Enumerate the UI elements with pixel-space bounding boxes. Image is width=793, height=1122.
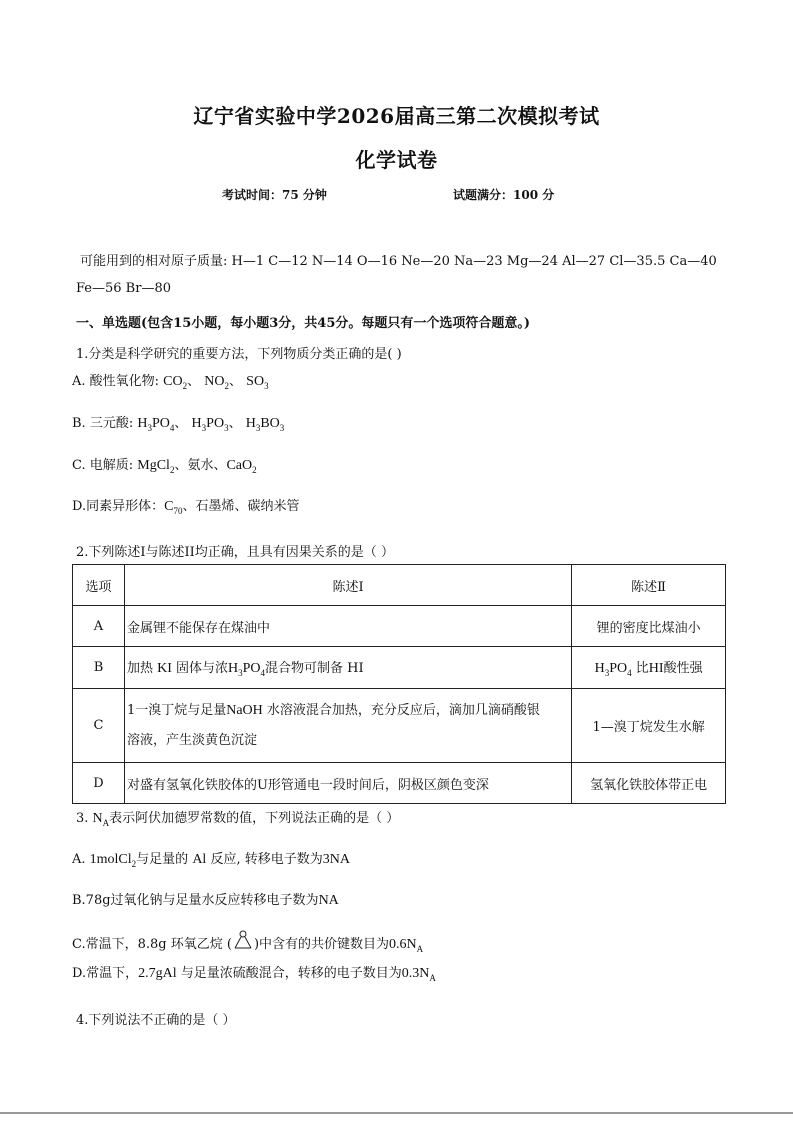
q2-row-statement2: $H_3PO_4$ 比HI酸性强 bbox=[572, 647, 726, 689]
q2-row-option: C bbox=[73, 689, 125, 763]
exam-title: 辽宁省实验中学2026届高三第二次模拟考试 bbox=[193, 104, 600, 128]
q3-stem: 3. $N_A$表示阿伏加德罗常数的值，下列说法正确的是（ ） bbox=[76, 811, 400, 828]
q2-row-statement2: 1—溴丁烷发生水解 bbox=[572, 689, 726, 763]
page-bottom-divider bbox=[0, 1112, 793, 1114]
q2-row-option: A bbox=[73, 606, 125, 647]
atomic-masses-line1: 可能用到的相对原子质量: H—1 C—12 N—14 O—16 Ne—20 Na—23 Mg—24 Al—27 Cl—35.5 Ca—40 bbox=[80, 254, 717, 269]
exam-time: 考试时间：75 分钟 bbox=[222, 188, 327, 202]
q2-row-d bbox=[73, 763, 726, 804]
ethylene-oxide-structure-icon bbox=[232, 930, 254, 952]
q2-row-statement1: 1一溴丁烷与足量NaOH 水溶液混合加热，充分反应后，滴加几滴硝酸银 溶液，产生淡黄色沉淀 bbox=[124, 689, 571, 763]
q2-row-c bbox=[73, 689, 726, 763]
q2-row-statement1: 金属锂不能保存在煤油中 bbox=[124, 606, 571, 647]
q4-stem: 4.下列说法不正确的是（ ） bbox=[76, 1013, 236, 1028]
q2-row-statement2: 锂的密度比煤油小 bbox=[572, 606, 726, 647]
q2-row-statement1: 加热 KI 固体与浓$H_3PO_4$混合物可制备 HI bbox=[124, 647, 571, 689]
q2-header-option: 选项 bbox=[73, 565, 125, 606]
q1-option-c: C. 电解质: MgCl$_2$、氨水、CaO$_2$ bbox=[72, 458, 257, 475]
q2-stem: 2.下列陈述I与陈述II均正确，且具有因果关系的是（ ） bbox=[76, 545, 394, 560]
full-score: 试题满分：100 分 bbox=[453, 188, 555, 202]
q1-option-d: D.同素异形体：$C_{70}$、石墨烯、碳纳米管 bbox=[72, 499, 300, 516]
q2-row-option: B bbox=[73, 647, 125, 689]
q1-option-b: B. 三元酸: $H_3PO_4$、 $H_3PO_3$、 $H_3BO_3$ bbox=[72, 416, 285, 433]
atomic-masses-line2: Fe—56 Br—80 bbox=[76, 281, 171, 296]
q2-table bbox=[72, 564, 726, 804]
q2-row-statement1: 对盛有氢氧化铁胶体的U形管通电一段时间后，阴极区颜色变深 bbox=[124, 763, 571, 804]
q2-header-row bbox=[73, 565, 726, 606]
q2-row-statement2: 氢氧化铁胶体带正电 bbox=[572, 763, 726, 804]
section-heading: 一、单选题(包含15小题，每小题3分，共45分。每题只有一个选项符合题意。) bbox=[76, 316, 531, 331]
q2-header-statement2: 陈述Ⅱ bbox=[572, 565, 726, 606]
exam-subtitle: 化学试卷 bbox=[355, 148, 438, 172]
q3-option-b: B.78g过氧化钠与足量水反应转移电子数为NA bbox=[72, 893, 339, 908]
q3-option-a: A. 1molCl$_2$与足量的 Al 反应, 转移电子数为3NA bbox=[72, 852, 350, 869]
q2-row-b bbox=[73, 647, 726, 689]
q3-option-c: C.常温下，8.8g 环氧乙烷 ( )中含有的共价键数目为$0.6N_A$ bbox=[72, 930, 423, 954]
q1-option-a: A. 酸性氧化物: $CO_2$、 $NO_2$、 $SO_3$ bbox=[72, 374, 269, 391]
q2-header-statement1: 陈述Ⅰ bbox=[124, 565, 571, 606]
q1-stem: 1.分类是科学研究的重要方法，下列物质分类正确的是( ) bbox=[76, 347, 402, 362]
q2-row-option: D bbox=[73, 763, 125, 804]
q3-option-d: D.常温下，2.7gAl 与足量浓硫酸混合，转移的电子数目为$0.3N_A$ bbox=[72, 966, 436, 983]
q2-row-a bbox=[73, 606, 726, 647]
